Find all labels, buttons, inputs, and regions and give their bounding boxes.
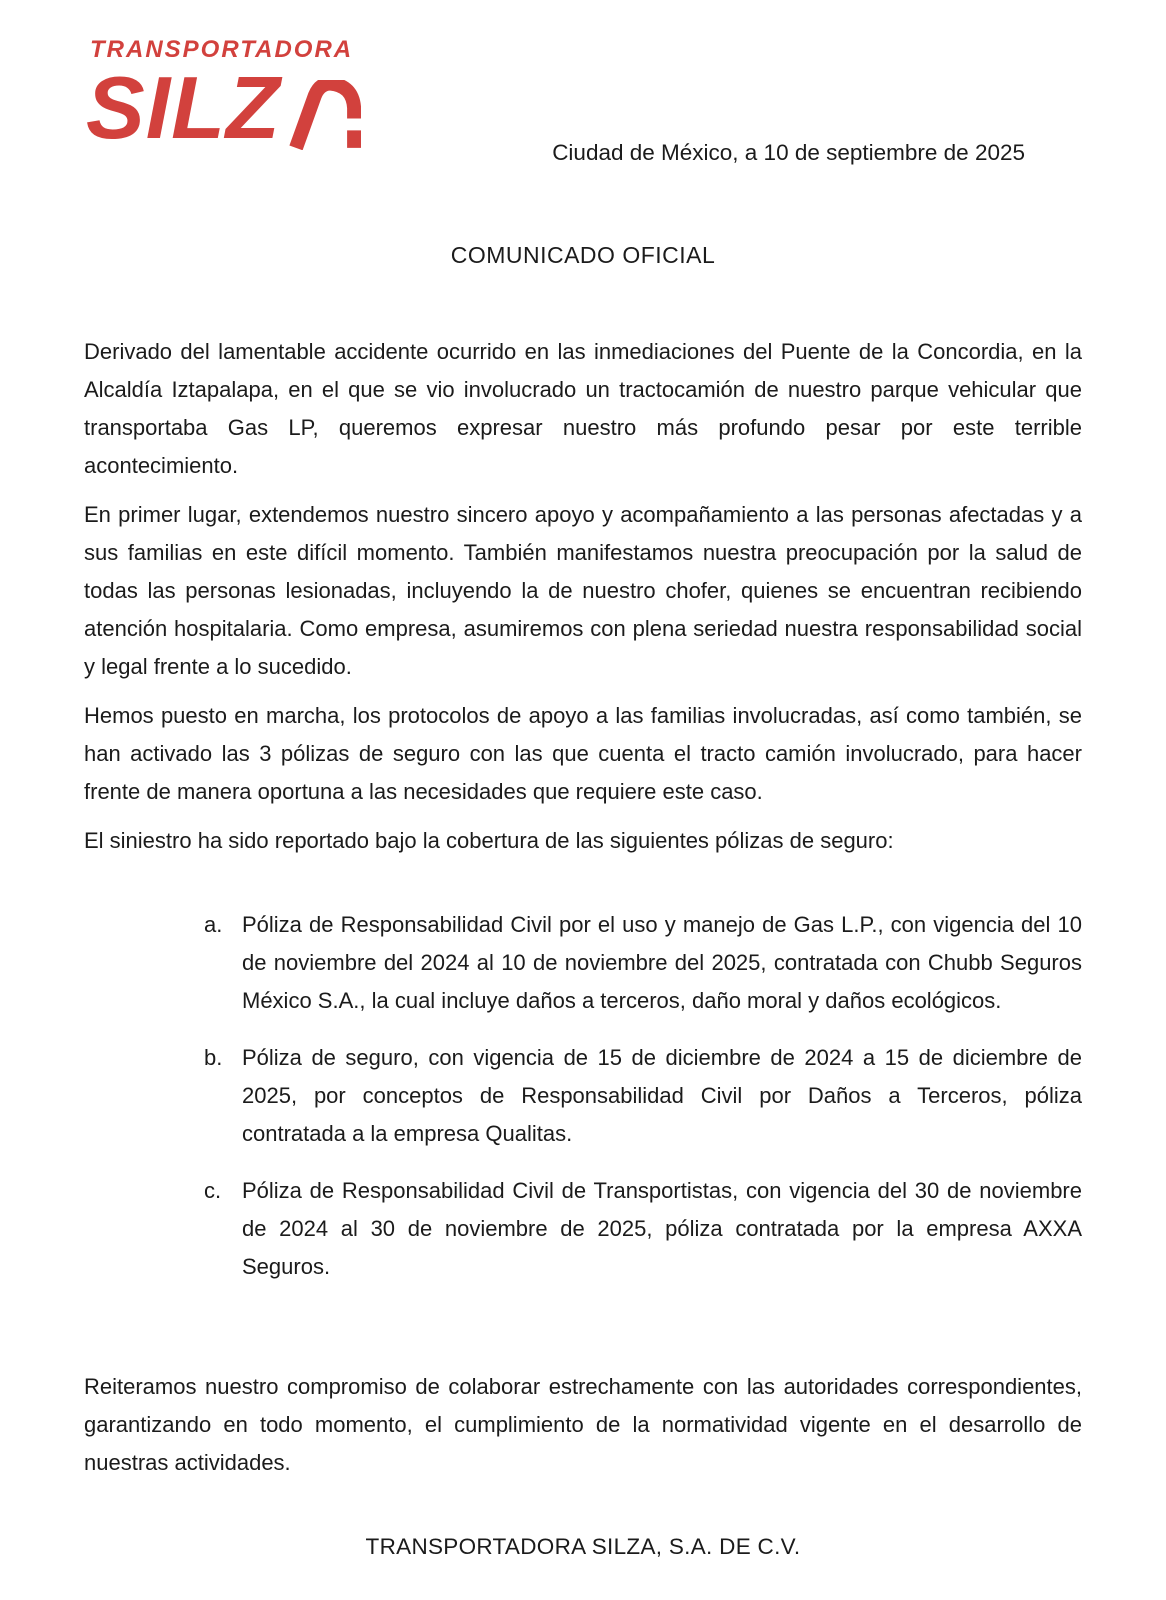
document-title: COMUNICADO OFICIAL [450, 242, 716, 268]
policy-text-a: Póliza de Responsabilidad Civil por el uso y manejo de Gas L.P., con vigencia del 10 de noviembre del 2024 al 10 de noviembre del 2025, contratada con Chubb Seguros México S.A., la cual incluye daños a terceros, daño moral y daños ecológicos. [242, 912, 1082, 1013]
silza-stylized-a-icon [287, 80, 361, 150]
logo-wordmark-top: TRANSPORTADORA [90, 36, 354, 63]
paragraph-closing: Reiteramos nuestro compromiso de colaborar estrechamente con las autoridades correspondientes, garantizando en todo momento, el cumplimiento de la normatividad vigente en el desarrollo de nuestras actividades. [84, 1374, 1082, 1475]
policy-text-b: Póliza de seguro, con vigencia de 15 de diciembre de 2024 a 15 de diciembre de 2025, por conceptos de Responsabilidad Civil por Daños a Terceros, póliza contratada a la empresa Qualitas. [242, 1045, 1082, 1146]
paragraph-policies-intro: El siniestro ha sido reportado bajo la cobertura de las siguientes pólizas de seguro: [84, 828, 894, 853]
policy-item-a [204, 906, 1082, 1020]
policy-item-c [204, 1172, 1082, 1286]
policy-list [204, 906, 1082, 1286]
signature-company-name: TRANSPORTADORA SILZA, S.A. DE C.V. [365, 1534, 801, 1559]
body-copy [84, 333, 1082, 1566]
paragraph-support: En primer lugar, extendemos nuestro sincero apoyo y acompañamiento a las personas afectadas y a sus familias en este difícil momento. También manifestamos nuestra preocupación por la salud de todas las personas lesionadas, incluyendo la de nuestro chofer, quienes se encuentran recibiendo atención hospitalaria. Como empresa, asumiremos con plena seriedad nuestra responsabilidad social y legal frente a lo sucedido. [84, 502, 1082, 679]
logo-wordmark-silz: SILZ [86, 58, 281, 157]
paragraph-protocols: Hemos puesto en marcha, los protocolos de apoyo a las familias involucradas, así como también, se han activado las 3 pólizas de seguro con las que cuenta el tracto camión involucrado, para hacer frente de manera oportuna a las necesidades que requiere este caso. [84, 703, 1082, 804]
dateline: Ciudad de México, a 10 de septiembre de 2025 [552, 140, 1025, 165]
policy-item-b [204, 1039, 1082, 1153]
logo-wordmark-main [86, 58, 361, 157]
policy-marker-c: c. [204, 1178, 222, 1203]
silza-logo [86, 36, 361, 157]
policy-marker-a: a. [204, 912, 223, 937]
paragraph-accident: Derivado del lamentable accidente ocurrido en las inmediaciones del Puente de la Concordia, en la Alcaldía Iztapalapa, en el que se vio involucrado un tractocamión de nuestro parque vehicular que transportaba Gas LP, queremos expresar nuestro más profundo pesar por este terrible acontecimiento. [84, 339, 1082, 478]
policy-marker-b: b. [204, 1045, 223, 1070]
policy-text-c: Póliza de Responsabilidad Civil de Transportistas, con vigencia del 30 de noviembre de 2024 al 30 de noviembre de 2025, póliza contratada por la empresa AXXA Seguros. [242, 1178, 1082, 1279]
